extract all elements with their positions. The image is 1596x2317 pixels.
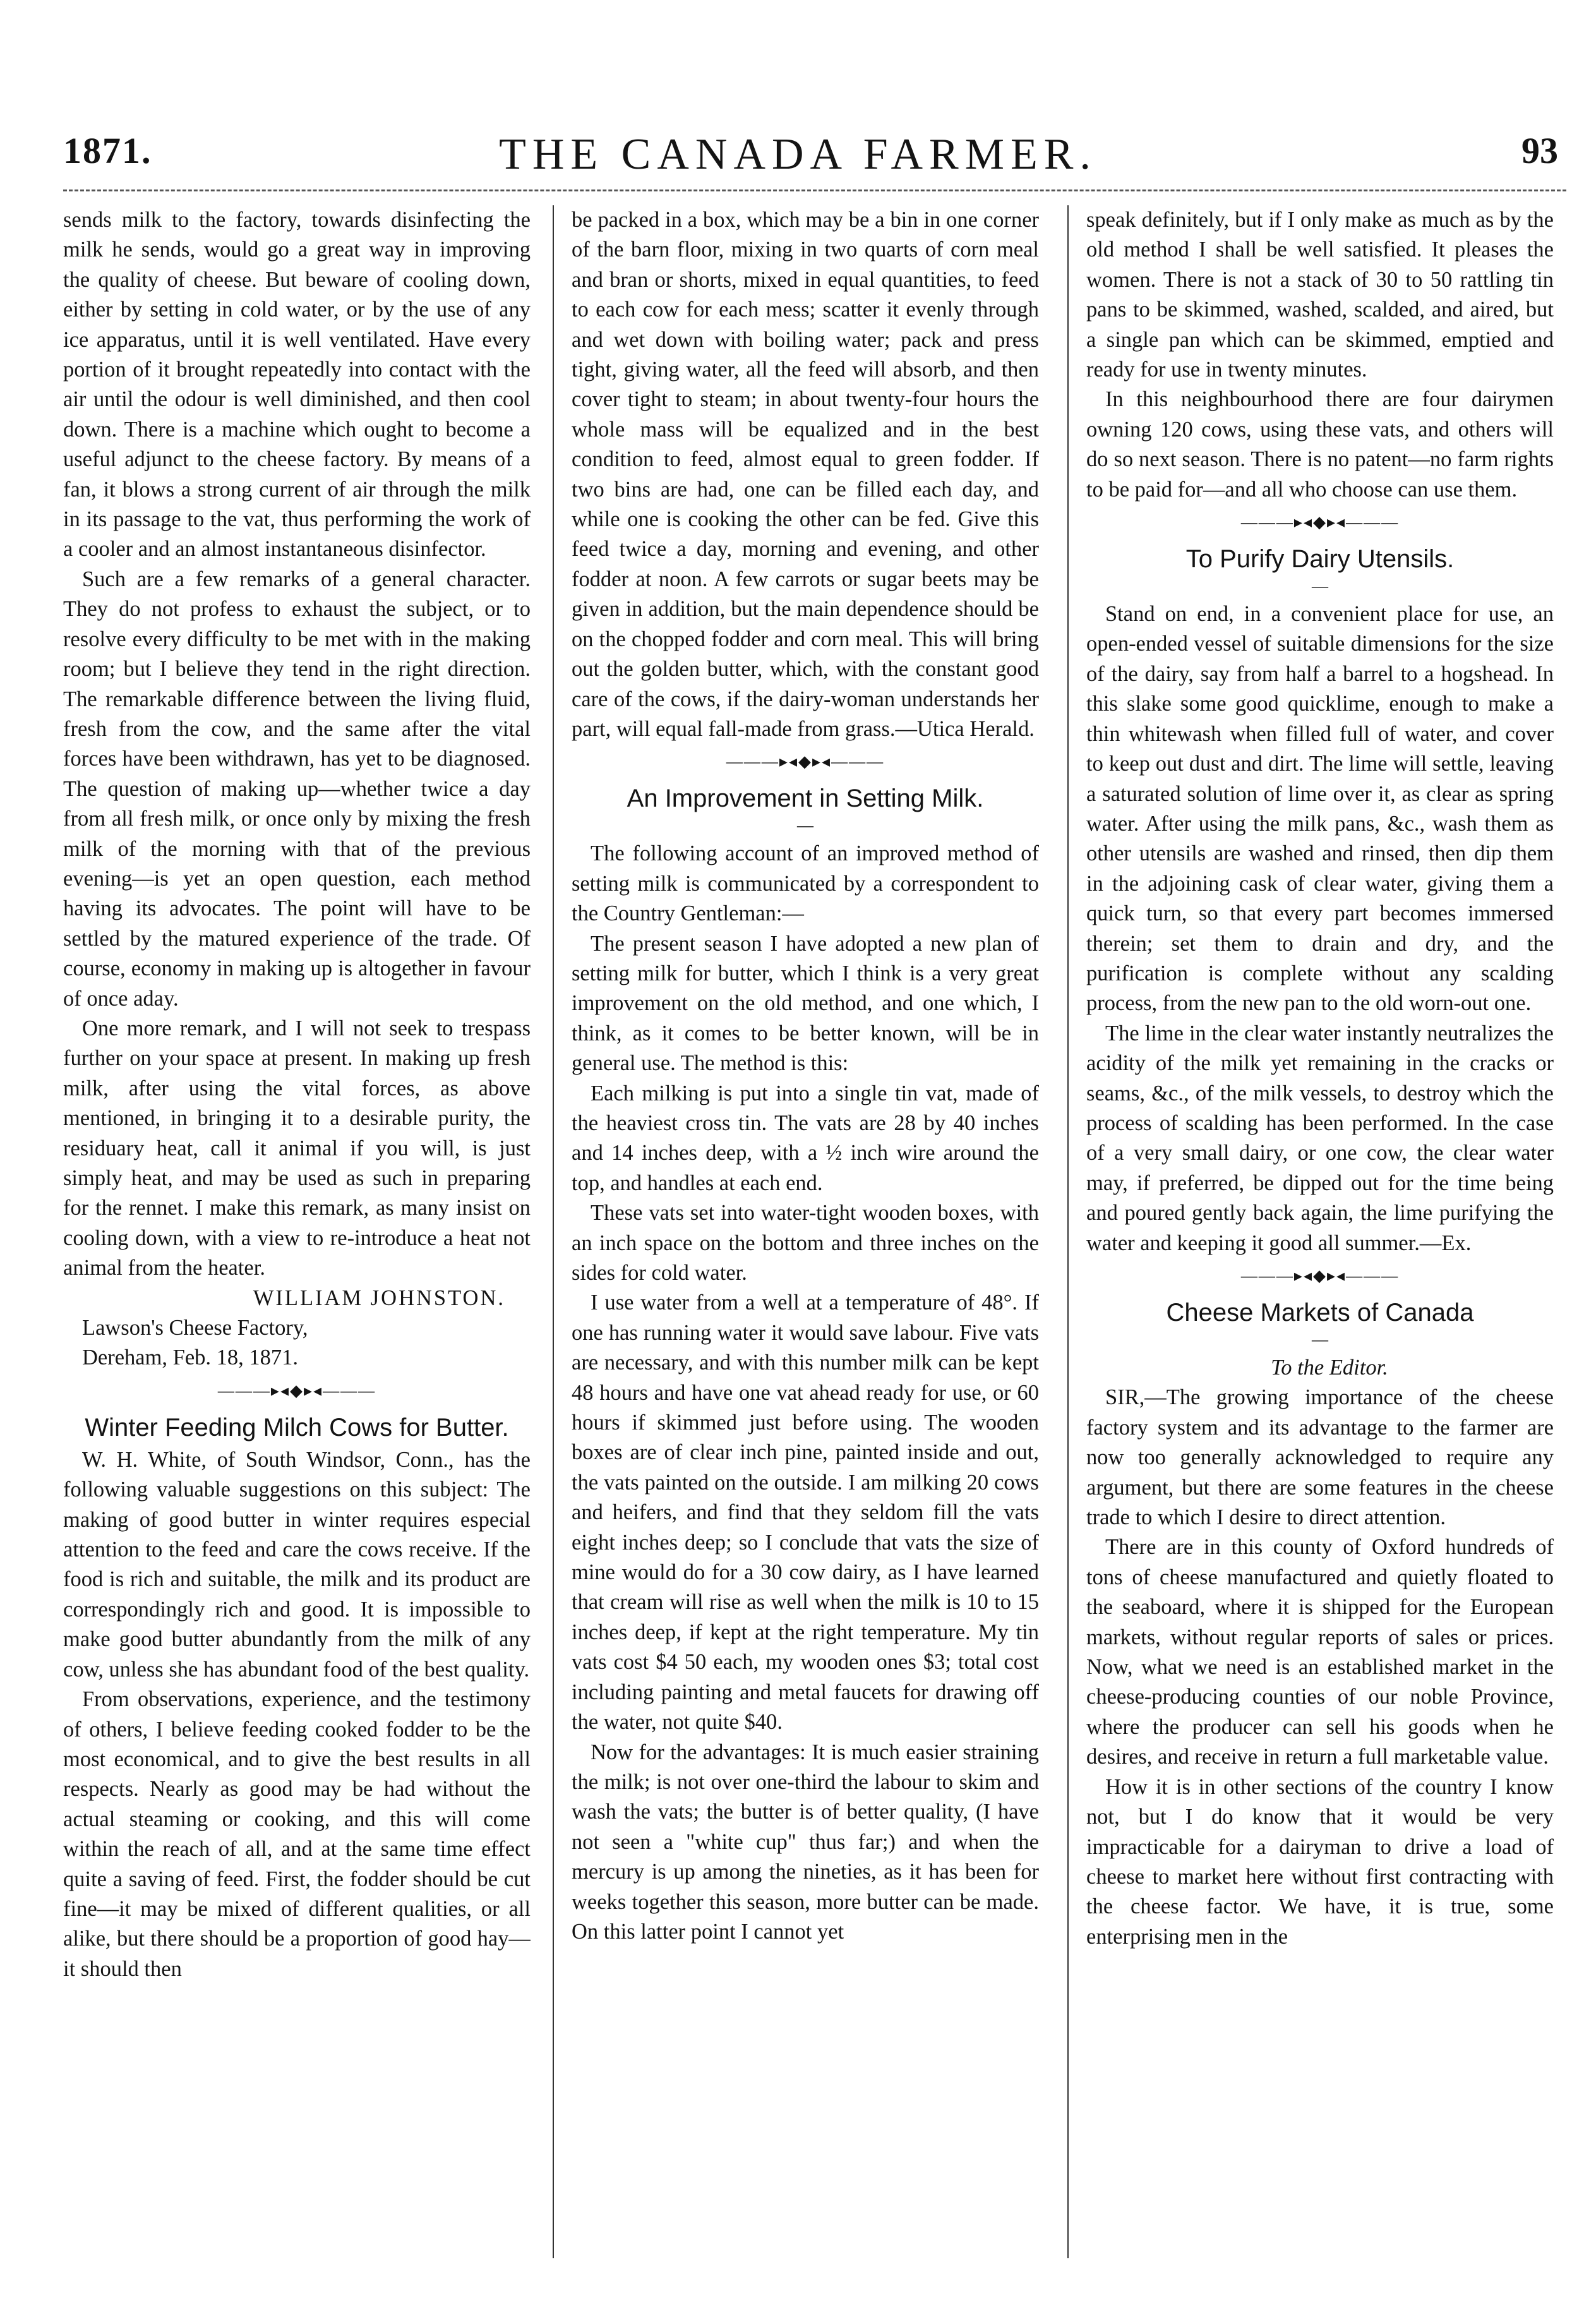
paragraph: From observations, experience, and the testimony of others, I believe feeding cooked fodder to be the most economical, and to give the best results in all respects. Nearly as good may be had without the actual steaming or cooking, and this will come within the reach of all, and at the same time effect quite a saving of feed. First, the fodder should be cut fine—it may be mixed of different qualities, or all alike, but there should be a proportion of good hay—it should then xyxy=(63,1687,531,1981)
heading-dash: — xyxy=(1312,1330,1328,1349)
paragraph: Now for the advantages: It is much easier straining the milk; is not over one-third the labour to skim and wash the vats; the butter is of better quality, (I have not seen a "white cup" thus far;) and when the mercury is up among the nineties, as it has been for weeks together this season, more butter can be made. On this latter point I cannot yet xyxy=(572,1740,1039,1944)
paragraph: I use water from a well at a temperature of 48°. If one has running water it would save labour. Five vats are necessary, and with this number milk can be kept 48 hours and have one vat ahead ready for use, or 60 hours if skimmed just before using. The wooden boxes are of clear inch pine, painted inside and out, the vats painted on the outside. I am milking 20 cows and heifers, and find that they seldom fill the vats eight inches deep; so I conclude that vats the size of mine would do for a 30 cow dairy, as I have learned that cream will rise as well when the milk is 10 to 15 inches deep, if kept at the right temperature. My tin vats cost $4 50 each, my wooden ones $3; total cost including painting and metal faucets for drawing off the water, not quite $40. xyxy=(572,1291,1039,1735)
paragraph: W. H. White, of South Windsor, Conn., has the following valuable suggestions on this subject: The making of good butter in winter requires especial attention to the feed and care the cows receive. If the food is rich and suitable, the milk and its product are correspondingly rich and good. It is impossible to make good butter abundantly from the milk of any cow, unless she has abundant food of the best quality. xyxy=(63,1447,531,1682)
letter-salutation-heading: To the Editor. xyxy=(1271,1356,1388,1380)
column-divider xyxy=(553,205,554,2258)
paragraph: SIR,—The growing importance of the cheese factory system and its advantage to the farmer are now too generally acknowledged to require any argument, but there are some features in the cheese trade to which I desire to direct attention. xyxy=(1086,1385,1554,1530)
section-separator: ———▸◂◆▸◂——— xyxy=(1240,1267,1400,1285)
article-heading: To Purify Dairy Utensils. xyxy=(1185,545,1455,574)
column-divider xyxy=(1067,205,1069,2258)
paragraph: sends milk to the factory, towards disinfecting the milk he sends, would go a great way in improving the quality of cheese. But beware of cooling down, either by setting in cold water, or by the use of any ice apparatus, until it is well ventilated. Have every portion of it brought repeatedly into contact with the air until the odour is well diminished, and then cool down. There is a machine which ought to become a useful adjunct to the cheese factory. By means of a fan, it blows a strong current of air through the milk in its passage to the vat, thus performing the work of a cooler and an almost instantaneous disinfector. xyxy=(63,208,531,562)
paragraph: How it is in other sections of the country I know not, but I do know that it would be very impracticable for a dairyman to drive a load of cheese to market here without first contracting with the cheese factor. We have, it is true, some enterprising men in the xyxy=(1086,1774,1554,1949)
column-2 xyxy=(572,205,1039,2265)
paragraph: Such are a few remarks of a general character. They do not profess to exhaust the subject, or to resolve every difficulty to be met with in the making room; but I believe they tend in the right direction. The remarkable difference between the living fluid, fresh from the cow, and the same after the vital forces have been withdrawn, has yet to be diagnosed. The question of making up—whether twice a day from all fresh milk, or once only by mixing the fresh milk of the morning with that of the previous evening—is yet an open question, each method having its advocates. The point will have to be settled by the matured experience of the trade. Of course, economy in making up is altogether in favour of once aday. xyxy=(63,567,531,1011)
article-heading: An Improvement in Setting Milk. xyxy=(627,785,984,813)
paragraph: speak definitely, but if I only make as much as by the old method I shall be well satisfied. It pleases the women. There is not a stack of 30 to 50 rattling tin pans to be skimmed, washed, scalded, and aired, but a single pan which can be skimmed, emptied and ready for use in twenty minutes. xyxy=(1086,208,1554,382)
newspaper-title: THE CANADA FARMER. xyxy=(499,130,1097,179)
masthead-rule xyxy=(63,190,1566,191)
paragraph: One more remark, and I will not seek to trespass further on your space at present. In making up fresh milk, after using the vital forces, as above mentioned, in bringing it to a desirable purity, the residuary heat, call it animal if you will, is just simply heat, and may be used as such in preparing for the rennet. I make this remark, as many insist on cooling down, with a view to re-introduce a heat not animal from the heater. xyxy=(63,1016,531,1280)
section-separator: ———▸◂◆▸◂——— xyxy=(1240,513,1400,532)
paragraph: These vats set into water-tight wooden boxes, with an inch space on the bottom and three inches on the sides for cold water. xyxy=(572,1201,1039,1285)
signature-dateline: Dereham, Feb. 18, 1871. xyxy=(82,1345,299,1370)
heading-dash: — xyxy=(797,816,813,835)
author-signature: WILLIAM JOHNSTON. xyxy=(253,1285,505,1310)
paragraph: The present season I have adopted a new plan of setting milk for butter, which I think is a very great improvement on the old method, and one which, I think, as it comes to be better known, will be in general use. The method is this: xyxy=(572,931,1039,1076)
section-separator: ———▸◂◆▸◂——— xyxy=(726,752,885,771)
page-number: 93 xyxy=(1521,130,1558,171)
column-3 xyxy=(1086,205,1554,2265)
paragraph: Stand on end, in a convenient place for use, an open-ended vessel of suitable dimensions for the size of the dairy, say from half a barrel to a hogshead. In this slake some good quicklime, enough to make a thin whitewash when filled full of water, and cover to keep out dust and dirt. The lime will settle, leaving a saturated solution of lime over it, as clear as spring water. After using the milk pans, &c., wash them as other utensils are washed and rinsed, then dip them in the adjoining cask of clear water, giving them a quick turn, so that every part becomes immersed therein; set them to drain and dry, and the purification is complete without any scalding process, from the new pan to the old worn-out one. xyxy=(1086,602,1554,1016)
paragraph: The following account of an improved method of setting milk is communicated by a correspondent to the Country Gentleman:— xyxy=(572,841,1039,926)
paragraph: be packed in a box, which may be a bin in one corner of the barn floor, mixing in two quarts of corn meal and bran or shorts, mixed in equal quantities, to feed to each cow for each mess; scatter it evenly through and wet down with boiling water; pack and press tight, giving water, all the feed will absorb, and then cover tight to steam; in about twenty-four hours the whole mass will be equalized and in the best condition to feed, almost equal to green fodder. If two bins are had, one can be filled each day, and while one is cooking the other can be fed. Give this feed twice a day, morning and evening, and other fodder at noon. A few carrots or sugar beets may be given in addition, but the main dependence should be on the chopped fodder and corn meal. This will bring out the golden butter, which, with the constant good care of the cows, if the dairy-woman understands her part, will equal fall-made from grass.—Utica Herald. xyxy=(572,208,1039,741)
section-separator: ———▸◂◆▸◂——— xyxy=(217,1381,376,1400)
paragraph: In this neighbourhood there are four dairymen owning 120 cows, using these vats, and others will do so next season. There is no patent—no farm rights to be paid for—and all who choose can use them. xyxy=(1086,387,1554,502)
paragraph: Each milking is put into a single tin vat, made of the heaviest cross tin. The vats are 28 by 40 inches and 14 inches deep, with a ½ inch wire around the top, and handles at each end. xyxy=(572,1081,1039,1195)
issue-year: 1871. xyxy=(63,130,152,171)
article-heading: Winter Feeding Milch Cows for Butter. xyxy=(85,1413,509,1441)
paragraph: The lime in the clear water instantly neutralizes the acidity of the milk yet remaining in the cracks or seams, &c., of the milk vessels, to destroy which the process of scalding has been performed. In the case of a very small dairy, or one cow, the clear water may, if preferred, be dipped out for the time being and poured gently back again, the lime purifying the water and keeping it good all summer.—Ex. xyxy=(1086,1021,1554,1255)
article-heading: Cheese Markets of Canada xyxy=(1166,1299,1474,1327)
column-1 xyxy=(63,205,531,2265)
signature-place: Lawson's Cheese Factory, xyxy=(82,1316,308,1340)
paragraph: There are in this county of Oxford hundreds of tons of cheese manufactured and quietly floated to the seaboard, where it is shipped for the European markets, without regular reports of sales or prices. Now, what we need is an established market in the cheese-producing counties of our noble Province, where the producer can sell his goods when he desires, and receive in return a full marketable value. xyxy=(1086,1535,1554,1769)
masthead xyxy=(0,129,1596,180)
heading-dash: — xyxy=(1312,577,1328,596)
